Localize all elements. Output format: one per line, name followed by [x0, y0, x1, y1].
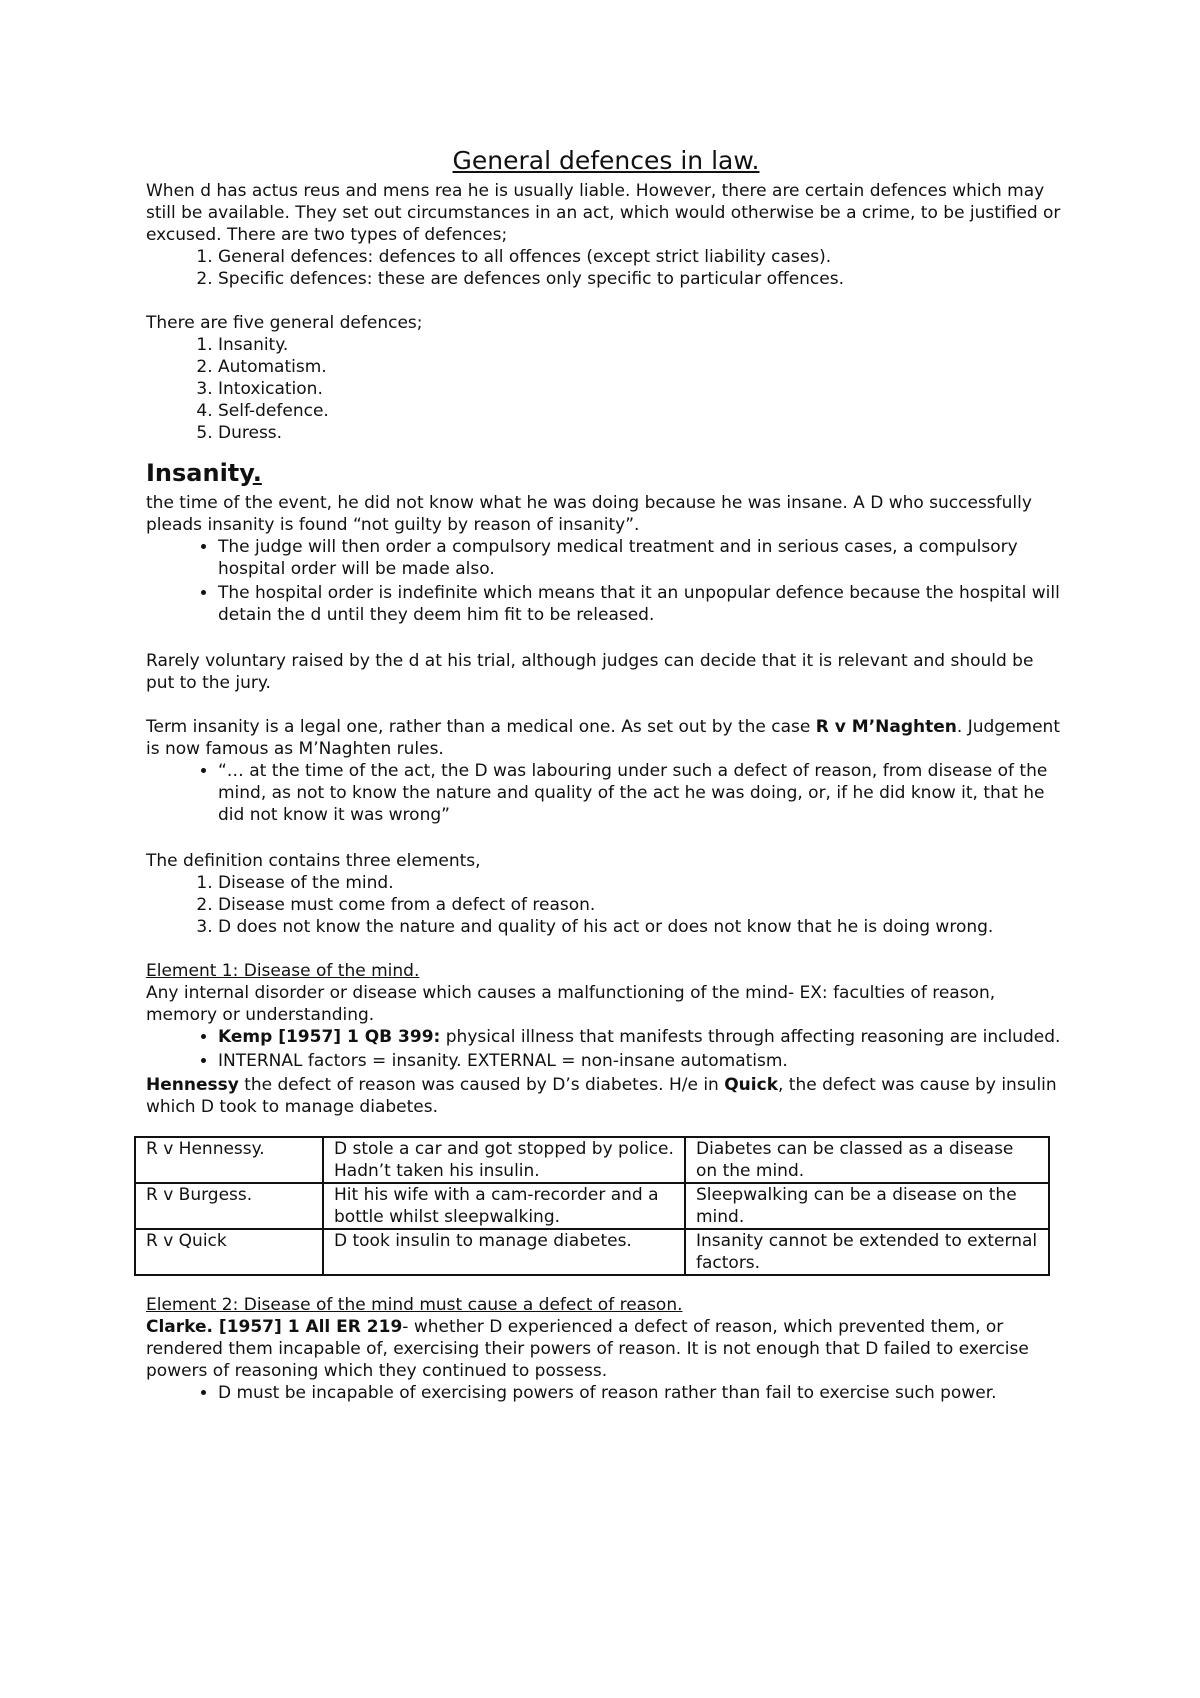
table-cell: R v Burgess.	[135, 1183, 323, 1229]
insanity-heading	[146, 458, 1066, 488]
case-name: Clarke.	[146, 1317, 213, 1337]
mnaghten-quote-list	[146, 760, 1066, 826]
table-cell: D stole a car and got stopped by police. Hadn’t taken his insulin.	[323, 1137, 685, 1183]
list-item: 2. Automatism.	[218, 356, 1066, 378]
insanity-paragraph-2: Rarely voluntary raised by the d at his trial, although judges can decide that it is relevant and should be put to the jury.	[146, 651, 1034, 693]
element1-heading: Element 1: Disease of the mind.	[146, 961, 420, 981]
para-text: Term insanity is a legal one, rather than a medical one. As set out by the case	[146, 717, 816, 737]
insanity-heading-text: Insanity	[146, 459, 253, 487]
para-text: - whether D experienced a defect of reason, which prevented them, or rendered them incapable of, exercising their powers of reason. It is not enough that D failed to exercise powers of reasoning which they continued to possess.	[146, 1317, 1029, 1381]
insanity-paragraph-3	[146, 716, 1066, 760]
table-cell: Sleepwalking can be a disease on the mind.	[685, 1183, 1049, 1229]
case-name: Hennessy	[146, 1075, 239, 1095]
list-item: • The hospital order is indefinite which means that it an unpopular defence because the hospital will detain the d until they deem him fit to be released.	[218, 582, 1066, 626]
cases-table	[134, 1136, 1050, 1276]
document-title: General defences in law.	[452, 146, 760, 175]
table-row	[135, 1183, 1049, 1229]
case-name: Quick	[724, 1075, 778, 1095]
intro-paragraph: When d has actus reus and mens rea he is usually liable. However, there are certain defences which may still be available. They set out circumstances in an act, which would otherwise be a crime, to be justified or excused. There are two types of defences;	[146, 181, 1061, 245]
hennessy-paragraph	[146, 1074, 1066, 1118]
list-item: 2. Disease must come from a defect of reason.	[218, 894, 1066, 916]
elements-intro: The definition contains three elements,	[146, 851, 481, 871]
insanity-heading-dot: .	[252, 459, 262, 487]
para-text: the defect of reason was caused by D’s diabetes. H/e in	[238, 1075, 725, 1095]
case-name: Kemp [1957] 1 QB 399:	[218, 1027, 441, 1047]
list-item: 3. D does not know the nature and quality of his act or does not know that he is doing wrong.	[218, 916, 1066, 938]
list-item: 2. Specific defences: these are defences only specific to particular offences.	[218, 268, 1066, 290]
table-cell: Diabetes can be classed as a disease on the mind.	[685, 1137, 1049, 1183]
insanity-paragraph-1: the time of the event, he did not know what he was doing because he was insane. A D who successfully pleads insanity is found “not guilty by reason of insanity”.	[146, 493, 1032, 535]
table-row	[135, 1137, 1049, 1183]
table-cell: Insanity cannot be extended to external factors.	[685, 1229, 1049, 1275]
element2-heading: Element 2: Disease of the mind must cause a defect of reason.	[146, 1295, 683, 1315]
list-item: • The judge will then order a compulsory medical treatment and in serious cases, a compulsory hospital order will be made also.	[218, 536, 1066, 580]
mnaghten-quote: • “… at the time of the act, the D was labouring under such a defect of reason, from disease of the mind, as not to know the nature and quality of the act he was doing, or, if he did know it, that he did not know it was wrong”	[218, 760, 1066, 826]
table-cell: D took insulin to manage diabetes.	[323, 1229, 685, 1275]
list-item: 1. Insanity.	[218, 334, 1066, 356]
document-body	[146, 144, 1066, 1406]
list-item: 3. Intoxication.	[218, 378, 1066, 400]
five-defences-list	[146, 334, 1066, 444]
five-defences-intro: There are five general defences;	[146, 313, 423, 333]
list-item: • D must be incapable of exercising powers of reason rather than fail to exercise such power.	[218, 1382, 1066, 1404]
list-item: 5. Duress.	[218, 422, 1066, 444]
list-item: 4. Self-defence.	[218, 400, 1066, 422]
list-item: • INTERNAL factors = insanity. EXTERNAL = non-insane automatism.	[218, 1050, 1066, 1072]
insanity-bullets	[146, 536, 1066, 626]
table-cell: Hit his wife with a cam-recorder and a bottle whilst sleepwalking.	[323, 1183, 685, 1229]
table-row	[135, 1229, 1049, 1275]
list-item: 1. Disease of the mind.	[218, 872, 1066, 894]
list-item	[218, 1026, 1066, 1048]
para-text: physical illness that manifests through affecting reasoning are included.	[440, 1027, 1061, 1047]
table-cell: R v Quick	[135, 1229, 323, 1275]
case-name: R v M’Naghten	[815, 717, 957, 737]
defence-types-list	[146, 246, 1066, 290]
element1-bullets	[146, 1026, 1066, 1072]
list-item: 1. General defences: defences to all offences (except strict liability cases).	[218, 246, 1066, 268]
clarke-paragraph	[146, 1316, 1066, 1382]
elements-list	[146, 872, 1066, 938]
para-text: . Judgement is now famous as M’Naghten rules.	[146, 717, 1060, 759]
element1-paragraph: Any internal disorder or disease which causes a malfunctioning of the mind- EX: faculties of reason, memory or understanding.	[146, 983, 996, 1025]
element2-bullets	[146, 1382, 1066, 1404]
table-cell: R v Hennessy.	[135, 1137, 323, 1183]
case-citation: [1957] 1 All ER 219	[213, 1317, 403, 1337]
para-text: , the defect was cause by insulin which D took to manage diabetes.	[146, 1075, 1057, 1117]
